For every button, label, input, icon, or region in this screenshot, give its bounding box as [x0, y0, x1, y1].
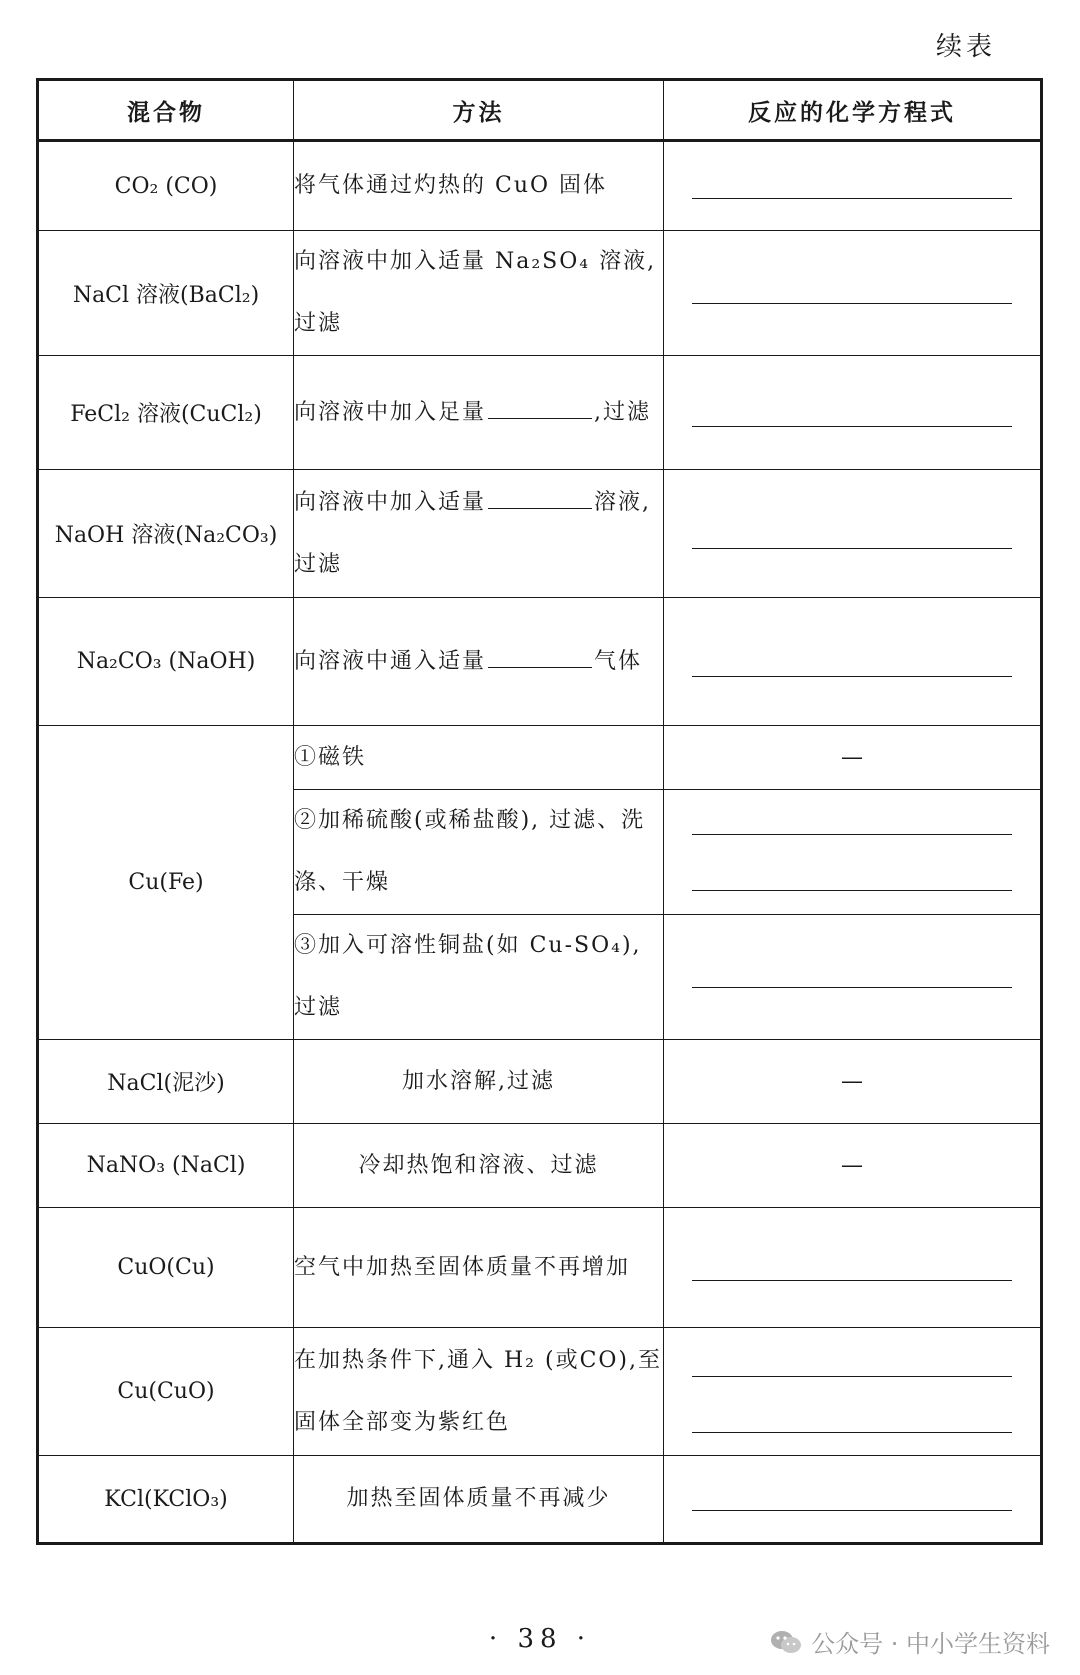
method-cell	[294, 356, 664, 470]
table-row	[38, 231, 1042, 356]
fill-in-blank	[488, 396, 592, 419]
method-cell: 加热至固体质量不再减少	[294, 1456, 664, 1544]
answer-blank	[692, 890, 1012, 891]
answer-blank	[692, 1280, 1012, 1281]
equation-cell	[664, 1328, 1042, 1456]
answer-blank	[692, 426, 1012, 427]
equation-cell	[664, 1208, 1042, 1328]
mixture-cell: CO₂ (CO)	[38, 141, 294, 231]
mixture-cell: KCl(KClO₃)	[38, 1456, 294, 1544]
method-cell	[294, 470, 664, 598]
method-cell: 向溶液中加入适量 Na₂SO₄ 溶液,过滤	[294, 231, 664, 356]
equation-cell	[664, 598, 1042, 726]
separation-methods-table	[36, 78, 1043, 1545]
table-row	[38, 726, 1042, 790]
equation-cell	[664, 1456, 1042, 1544]
equation-cell	[664, 1040, 1042, 1124]
table-row	[38, 1456, 1042, 1544]
mixture-cell: NaCl(泥沙)	[38, 1040, 294, 1124]
answer-blank	[692, 834, 1012, 835]
method-text: 气体	[594, 648, 643, 674]
table-row	[38, 598, 1042, 726]
mixture-cell: NaCl 溶液(BaCl₂)	[38, 231, 294, 356]
watermark-text: 公众号 · 中小学生资料	[811, 1630, 1050, 1658]
mixture-cell: NaOH 溶液(Na₂CO₃)	[38, 470, 294, 598]
answer-blank	[692, 198, 1012, 199]
method-text: 向溶液中加入足量	[294, 399, 487, 425]
no-equation-dash: —	[841, 745, 863, 770]
mixture-cell: Na₂CO₃ (NaOH)	[38, 598, 294, 726]
method-cell: ②加稀硫酸(或稀盐酸), 过滤、洗涤、干燥	[294, 790, 664, 915]
mixture-cell: NaNO₃ (NaCl)	[38, 1124, 294, 1208]
watermark	[769, 1624, 1050, 1659]
method-cell: 将气体通过灼热的 CuO 固体	[294, 141, 664, 231]
fill-in-blank	[488, 645, 592, 668]
table-row	[38, 1124, 1042, 1208]
continued-label: 续表	[935, 32, 996, 62]
method-cell: ③加入可溶性铜盐(如 Cu-SO₄),过滤	[294, 915, 664, 1040]
table-row	[38, 470, 1042, 598]
answer-blank	[692, 303, 1012, 304]
answer-blank	[692, 1510, 1012, 1511]
answer-blank	[692, 1376, 1012, 1377]
table-row	[38, 141, 1042, 231]
method-cell	[294, 598, 664, 726]
answer-blank	[692, 548, 1012, 549]
equation-cell	[664, 231, 1042, 356]
answer-blank	[692, 1432, 1012, 1433]
header-mixture: 混合物	[38, 80, 294, 141]
equation-cell	[664, 356, 1042, 470]
no-equation-dash: —	[841, 1069, 863, 1094]
equation-cell	[664, 790, 1042, 915]
method-text: 向溶液中通入适量	[294, 648, 487, 674]
equation-cell	[664, 915, 1042, 1040]
method-cell: 在加热条件下,通入 H₂ (或CO),至固体全部变为紫红色	[294, 1328, 664, 1456]
table-row	[38, 1208, 1042, 1328]
method-text: 向溶液中加入适量	[294, 489, 487, 515]
fill-in-blank	[488, 486, 592, 509]
method-cell: 空气中加热至固体质量不再增加	[294, 1208, 664, 1328]
equation-cell	[664, 1124, 1042, 1208]
mixture-cell: FeCl₂ 溶液(CuCl₂)	[38, 356, 294, 470]
mixture-cell: CuO(Cu)	[38, 1208, 294, 1328]
method-cell: 冷却热饱和溶液、过滤	[294, 1124, 664, 1208]
table-row	[38, 1328, 1042, 1456]
mixture-cell: Cu(Fe)	[38, 726, 294, 1040]
table-header-row	[38, 80, 1042, 141]
method-text: 溶液,过滤	[294, 489, 652, 577]
answer-blank	[692, 676, 1012, 677]
equation-cell	[664, 141, 1042, 231]
answer-blank	[692, 987, 1012, 988]
header-equation: 反应的化学方程式	[664, 80, 1042, 141]
table-row	[38, 356, 1042, 470]
header-method: 方法	[294, 80, 664, 141]
wechat-icon	[769, 1629, 803, 1655]
equation-cell	[664, 470, 1042, 598]
equation-cell	[664, 726, 1042, 790]
method-cell: ①磁铁	[294, 726, 664, 790]
method-cell: 加水溶解,过滤	[294, 1040, 664, 1124]
table-row	[38, 1040, 1042, 1124]
mixture-cell: Cu(CuO)	[38, 1328, 294, 1456]
method-text: ,过滤	[594, 399, 652, 425]
page-number: · 38 ·	[488, 1624, 592, 1654]
no-equation-dash: —	[841, 1153, 863, 1178]
